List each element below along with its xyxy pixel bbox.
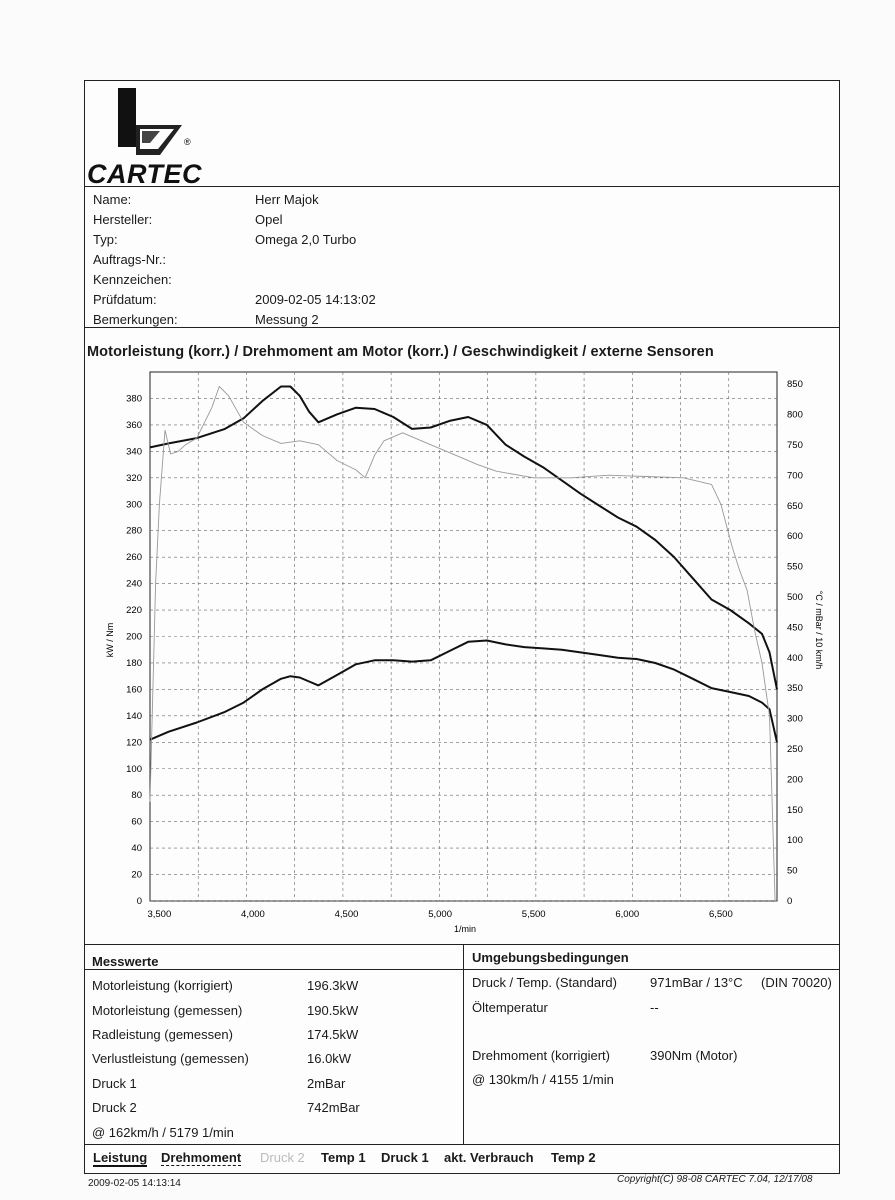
registered-mark: ® — [184, 137, 191, 147]
oel-value: -- — [650, 1000, 659, 1015]
messwert-value: 190.5kW — [307, 1003, 359, 1018]
y2-axis-label: °C / mBar / 10 km/h — [814, 590, 824, 670]
oel-label: Öltemperatur — [472, 1000, 548, 1015]
column-divider — [463, 944, 464, 1144]
tab-akt-verbrauch[interactable]: akt. Verbrauch — [444, 1150, 534, 1165]
info-label-pruefdatum: Prüfdatum: — [93, 292, 157, 307]
y2-tick-label: 500 — [787, 591, 803, 603]
x-tick-label: 5,000 — [428, 909, 452, 920]
info-label-auftrag: Auftrags-Nr.: — [93, 252, 166, 267]
messwert-label: Druck 2 — [92, 1100, 137, 1115]
y2-tick-label: 700 — [787, 470, 803, 482]
y-tick-label: 300 — [126, 499, 142, 511]
y2-tick-label: 450 — [787, 622, 803, 634]
x-tick-label: 4,500 — [334, 909, 359, 920]
divider — [84, 969, 464, 970]
y2-tick-label: 250 — [787, 743, 803, 755]
y-tick-label: 120 — [126, 737, 142, 749]
y2-tick-label: 800 — [787, 409, 803, 421]
y2-tick-label: 50 — [787, 865, 798, 877]
tab-leistung[interactable]: Leistung — [93, 1150, 148, 1165]
tab-druck-2[interactable]: Druck 2 — [260, 1150, 305, 1165]
druck-norm: (DIN 70020) — [761, 975, 832, 990]
y-tick-label: 60 — [131, 816, 142, 828]
x-tick-label: 5,500 — [521, 909, 546, 920]
messwert-value: 196.3kW — [307, 978, 359, 993]
y2-tick-label: 150 — [787, 804, 803, 816]
messwert-label: Druck 1 — [92, 1076, 137, 1091]
y2-tick-label: 100 — [787, 835, 803, 847]
divider — [84, 1144, 840, 1145]
info-label-kennzeichen: Kennzeichen: — [93, 272, 172, 287]
y2-tick-label: 350 — [787, 683, 803, 695]
y-tick-label: 220 — [126, 605, 142, 617]
x-tick-label: 3,500 — [147, 909, 172, 920]
info-value-bemerkungen: Messung 2 — [255, 312, 319, 327]
druck-label: Druck / Temp. (Standard) — [472, 975, 617, 990]
x-axis-label: 1/min — [453, 924, 477, 934]
divider — [464, 969, 840, 970]
cartec-logo — [84, 85, 214, 187]
messwerte-header: Messwerte — [92, 954, 159, 969]
print-timestamp: 2009-02-05 14:13:14 — [88, 1178, 181, 1189]
cartec-logo-mark — [84, 85, 214, 165]
y-tick-label: 80 — [131, 790, 142, 802]
y-tick-label: 200 — [126, 631, 142, 643]
messwert-value: 174.5kW — [307, 1027, 359, 1042]
messwert-value: 2mBar — [307, 1076, 346, 1091]
y-tick-label: 260 — [126, 552, 142, 564]
y2-tick-label: 600 — [787, 531, 803, 543]
x-tick-label: 4,000 — [241, 909, 265, 920]
y2-tick-label: 850 — [787, 379, 803, 391]
y-axis-label: kW / Nm — [105, 622, 115, 658]
y-tick-label: 20 — [131, 869, 142, 881]
divider — [84, 327, 840, 328]
messwert-label: Motorleistung (korrigiert) — [92, 978, 233, 993]
y-tick-label: 360 — [126, 419, 142, 431]
y2-tick-label: 650 — [787, 500, 803, 512]
druck-value: 971mBar / 13°C — [650, 975, 743, 990]
y2-tick-label: 200 — [787, 774, 803, 786]
divider — [84, 944, 840, 945]
y2-tick-label: 750 — [787, 439, 803, 451]
y-tick-label: 380 — [126, 393, 142, 405]
info-label-typ: Typ: — [93, 232, 118, 247]
brand-name: CARTEC — [87, 159, 203, 189]
y2-tick-label: 0 — [787, 896, 793, 907]
tab-temp-2[interactable]: Temp 2 — [551, 1150, 596, 1165]
drehmoment-label: Drehmoment (korrigiert) — [472, 1048, 610, 1063]
info-label-hersteller: Hersteller: — [93, 212, 153, 227]
y2-tick-label: 300 — [787, 713, 803, 725]
y-tick-label: 160 — [126, 684, 142, 696]
drehmoment-value: 390Nm (Motor) — [650, 1048, 738, 1063]
messwert-label: Radleistung (gemessen) — [92, 1027, 233, 1042]
info-value-typ: Omega 2,0 Turbo — [255, 232, 357, 247]
divider — [84, 186, 840, 187]
y-tick-label: 100 — [126, 763, 142, 775]
info-label-bemerkungen: Bemerkungen: — [93, 312, 178, 327]
copyright: Copyright(C) 98-08 CARTEC 7.04, 12/17/08 — [617, 1174, 813, 1185]
info-value-hersteller: Opel — [255, 212, 283, 227]
y2-tick-label: 400 — [787, 652, 803, 664]
info-value-name: Herr Majok — [255, 192, 319, 207]
y-tick-label: 0 — [136, 896, 142, 907]
info-label-name: Name: — [93, 192, 132, 207]
messwert-value: 16.0kW — [307, 1051, 352, 1066]
messwert-footnote: @ 162km/h / 5179 1/min — [92, 1125, 234, 1140]
tab-temp-1[interactable]: Temp 1 — [321, 1150, 366, 1165]
y-tick-label: 340 — [126, 446, 142, 458]
y-tick-label: 320 — [126, 472, 142, 484]
x-tick-label: 6,500 — [708, 909, 733, 920]
y-tick-label: 240 — [126, 578, 142, 590]
tab-drehmoment[interactable]: Drehmoment — [161, 1150, 242, 1165]
umgebung-header: Umgebungsbedingungen — [472, 950, 629, 965]
messwert-label: Verlustleistung (gemessen) — [92, 1051, 249, 1066]
chart-title: Motorleistung (korr.) / Drehmoment am Motor (korr.) / Geschwindigkeit / externe Sensoren — [87, 344, 714, 360]
y-tick-label: 140 — [126, 710, 142, 722]
info-value-pruefdatum: 2009-02-05 14:13:02 — [255, 292, 376, 307]
y-tick-label: 40 — [131, 843, 142, 855]
y2-tick-label: 550 — [787, 561, 803, 573]
y-tick-label: 180 — [126, 657, 142, 669]
messwert-label: Motorleistung (gemessen) — [92, 1003, 243, 1018]
messwert-value: 742mBar — [307, 1100, 360, 1115]
y-tick-label: 280 — [126, 525, 142, 537]
drehmoment-at: @ 130km/h / 4155 1/min — [472, 1072, 614, 1087]
tab-druck-1[interactable]: Druck 1 — [381, 1150, 429, 1165]
x-tick-label: 6,000 — [615, 909, 640, 920]
